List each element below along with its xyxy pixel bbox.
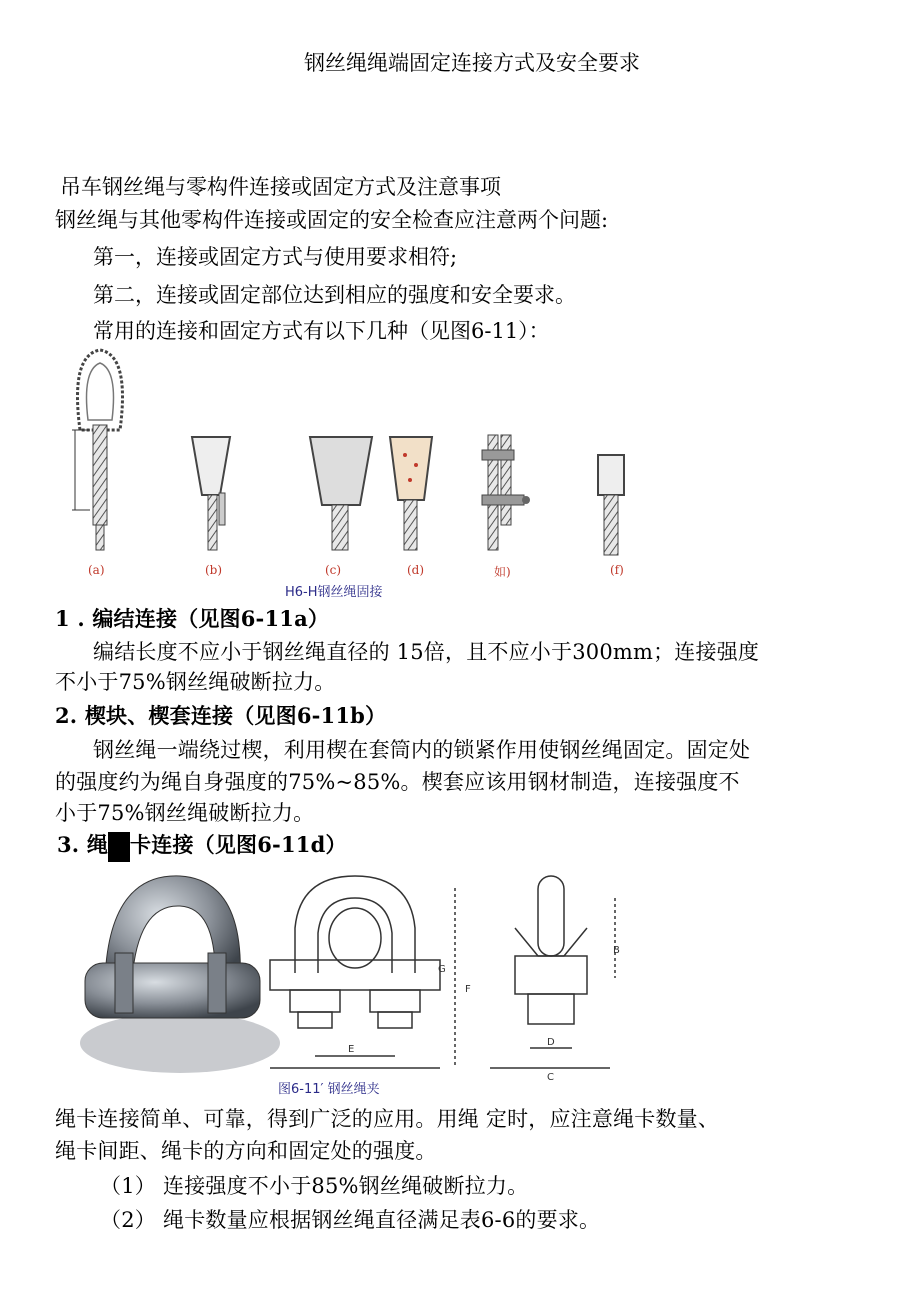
- clip-figure-caption: 图6-11′ 钢丝绳夹: [278, 1082, 380, 1097]
- section-4-line-2: 绳卡间距、绳卡的方向和固定处的强度。: [55, 1139, 437, 1163]
- section-2-line-2: 的强度约为绳自身强度的75%~85%。楔套应该用钢材制造，连接强度不: [55, 770, 740, 794]
- clip-front-drawing: [270, 876, 455, 1068]
- dim-label-b: B: [613, 945, 620, 956]
- fig-label-b: (b): [205, 563, 223, 577]
- fitting-c-socket: [310, 437, 372, 550]
- fig-label-d: (d): [407, 563, 425, 577]
- section-1-line-2: 不小于75%钢丝绳破断拉力。: [55, 670, 336, 694]
- wire-rope-clip-figure: [60, 868, 640, 1098]
- clip-photo: [80, 876, 280, 1073]
- fitting-e-clips: [482, 435, 530, 550]
- section-1-line-1: 编结长度不应小于钢丝绳直径的 15倍，且不应小于300mm；连接强度: [93, 640, 760, 664]
- item-2-text: 绳卡数量应根据钢丝绳直径满足表6-6的要求。: [163, 1208, 601, 1232]
- fitting-b-wedge: [192, 437, 230, 550]
- fig-label-f: (f): [610, 563, 624, 577]
- fitting-f-swaged: [598, 455, 624, 555]
- intro-point-1: 第一，连接或固定方式与使用要求相符;: [93, 245, 458, 269]
- section-3-heading: [57, 829, 347, 862]
- dim-label-f: F: [465, 984, 471, 995]
- section-2-line-1: 钢丝绳一端绕过楔，利用楔在套筒内的锁紧作用使钢丝绳固定。固定处: [93, 738, 751, 762]
- fig-label-a: (a): [88, 563, 105, 577]
- section-2-line-3: 小于75%钢丝绳破断拉力。: [55, 801, 315, 825]
- item-2-number: （2）: [100, 1208, 156, 1232]
- figure-caption: H6-H钢丝绳固接: [285, 585, 383, 600]
- intro-point-3: 常用的连接和固定方式有以下几种（见图6-11）：: [93, 319, 550, 343]
- fig-label-c: (c): [325, 563, 342, 577]
- dim-label-d: D: [547, 1037, 555, 1048]
- dim-label-c: C: [547, 1072, 554, 1083]
- dim-label-e: E: [348, 1044, 355, 1055]
- section-1-heading: 1 . 编结连接（见图6-11a）: [55, 606, 330, 631]
- redaction-block: [108, 832, 130, 862]
- intro-heading: 吊车钢丝绳与零构件连接或固定方式及注意事项: [60, 175, 501, 199]
- item-1-number: （1）: [100, 1174, 156, 1198]
- section-2-heading: 2. 楔块、楔套连接（见图6-11b）: [55, 703, 387, 728]
- intro-line: 钢丝绳与其他零构件连接或固定的安全检查应注意两个问题:: [55, 208, 609, 232]
- fig-label-e: 如): [494, 565, 511, 579]
- section-3-heading-pre: 3. 绳: [57, 832, 109, 857]
- section-3-heading-post: 卡连接（见图6-11d）: [130, 832, 347, 857]
- dim-label-g: G: [438, 964, 446, 975]
- fitting-a-eye-splice: [72, 350, 123, 550]
- page-title: 钢丝绳绳端固定连接方式及安全要求: [304, 51, 640, 75]
- section-4-line-1: 绳卡连接简单、可靠，得到广泛的应用。用绳 定时，应注意绳卡数量、: [55, 1107, 720, 1131]
- item-1-text: 连接强度不小于85%钢丝绳破断拉力。: [163, 1174, 529, 1198]
- rope-end-fittings-figure: [60, 345, 650, 600]
- fitting-d-poured-socket: [390, 437, 432, 550]
- intro-point-2: 第二，连接或固定部位达到相应的强度和安全要求。: [93, 283, 576, 307]
